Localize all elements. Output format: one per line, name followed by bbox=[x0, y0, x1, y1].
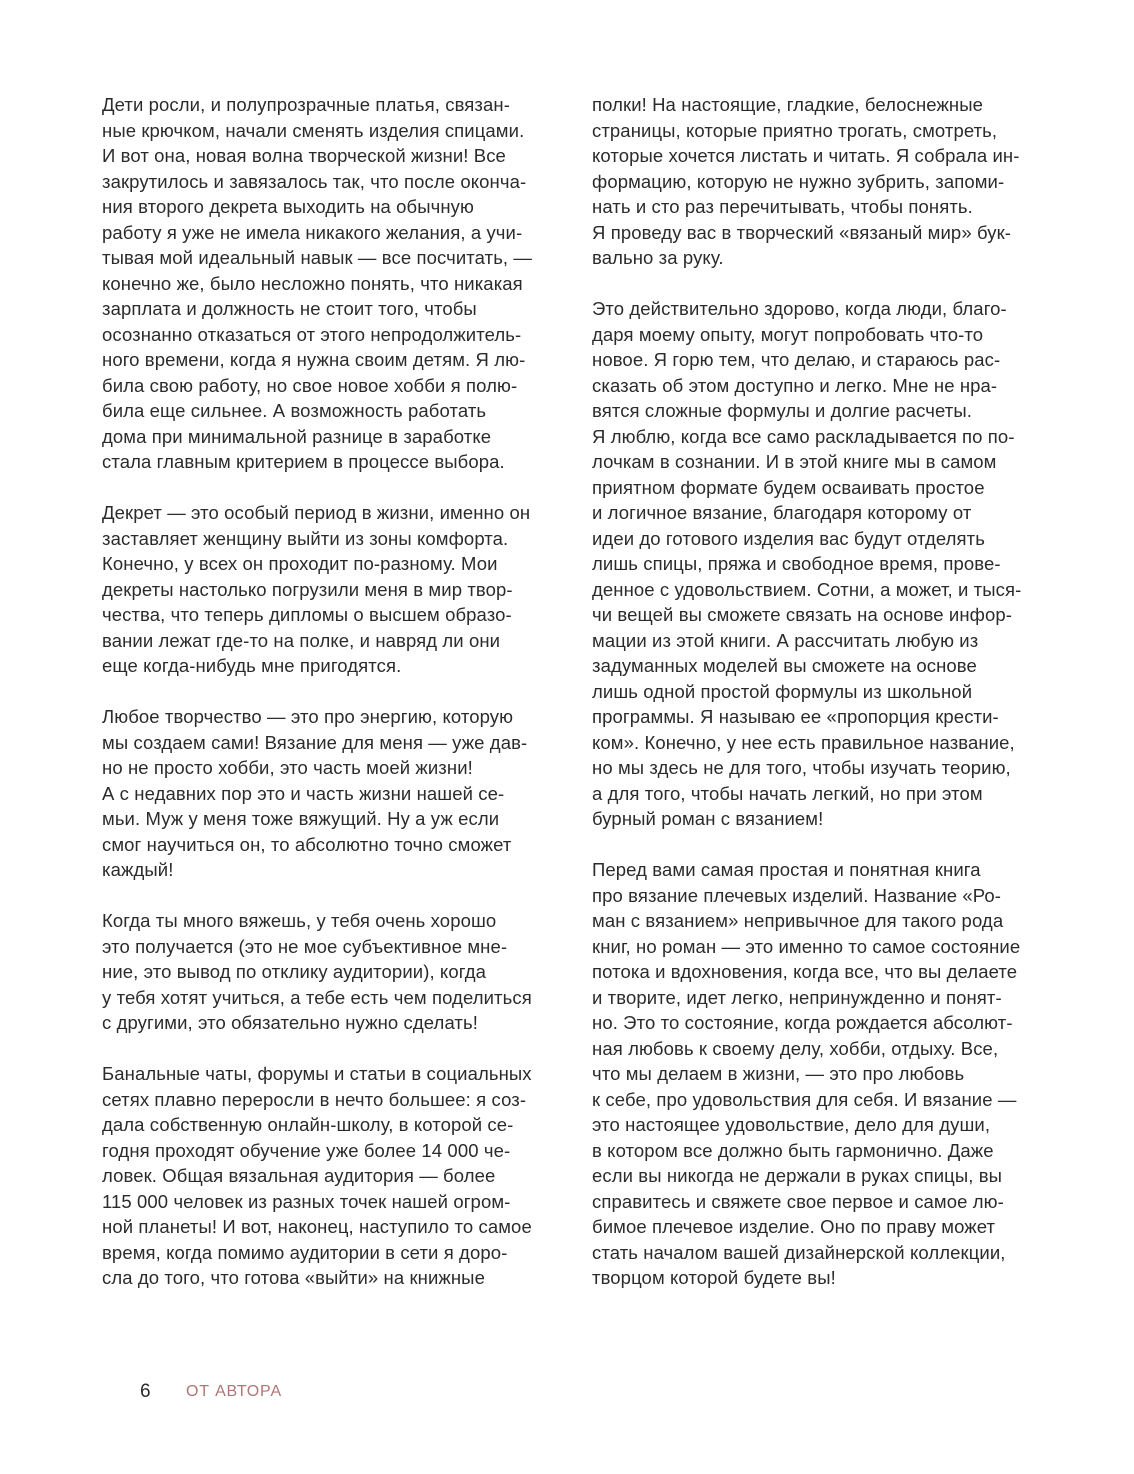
paragraph bbox=[102, 704, 572, 883]
text-line: вании лежат где-то на полке, и навряд ли они bbox=[102, 629, 501, 651]
text-line: бурный роман с вязанием! bbox=[592, 808, 824, 829]
text-line: вятся сложные формулы и долгие расчеты. bbox=[592, 400, 972, 421]
paragraph bbox=[102, 92, 572, 475]
paragraph bbox=[592, 92, 1062, 271]
page-number: 6 bbox=[140, 1381, 151, 1402]
text-line: даря моему опыту, могут попробовать что-то bbox=[592, 323, 984, 345]
text-line: Декрет — это особый период в жизни, именно он bbox=[102, 502, 531, 523]
text-line: книг, но роман — это именно то самое состояние bbox=[592, 935, 1021, 957]
text-line: Банальные чаты, форумы и статьи в социальных bbox=[102, 1063, 532, 1084]
text-line: денное с удовольствием. Сотни, а может, и тыся- bbox=[592, 578, 1022, 600]
text-line: осознанно отказаться от этого непродолжитель- bbox=[102, 323, 522, 345]
text-line: у тебя хотят учиться, а тебе есть чем поделиться bbox=[102, 986, 532, 1008]
text-line: ние, это вывод по отклику аудитории), когда bbox=[102, 961, 487, 982]
page-footer bbox=[140, 1378, 282, 1406]
text-line: потока и вдохновения, когда все, что вы делаете bbox=[592, 961, 1018, 982]
text-line: ком». Конечно, у нее есть правильное название, bbox=[592, 731, 1015, 753]
text-line: а для того, чтобы начать легкий, но при этом bbox=[592, 782, 983, 804]
text-line: лочкам в сознании. И в этой книге мы в самом bbox=[592, 451, 997, 472]
text-line: и логичное вязание, благодаря которому от bbox=[592, 502, 972, 523]
text-line: страницы, которые приятно трогать, смотреть, bbox=[592, 119, 998, 141]
text-line: конечно же, было несложно понять, что никакая bbox=[102, 272, 523, 294]
text-line: полки! На настоящие, гладкие, белоснежные bbox=[592, 94, 984, 115]
text-line: годня проходят обучение уже более 14 000 че- bbox=[102, 1139, 511, 1161]
text-line: стать началом вашей дизайнерской коллекции, bbox=[592, 1241, 1006, 1263]
text-line: это получается (это не мое субъективное мне- bbox=[102, 935, 508, 957]
text-line: чи вещей вы сможете связать на основе инфор- bbox=[592, 604, 1013, 625]
text-line: Перед вами самая простая и понятная книга bbox=[592, 859, 981, 880]
text-line: лишь спицы, пряжа и свободное время, прове- bbox=[592, 553, 1001, 574]
text-line: Дети росли, и полупрозрачные платья, связан- bbox=[102, 94, 510, 115]
text-line: ной планеты! И вот, наконец, наступило то самое bbox=[102, 1216, 532, 1237]
text-line: Это действительно здорово, когда люди, благо- bbox=[592, 298, 1007, 319]
text-line: ного времени, когда я нужна своим детям. Я лю- bbox=[102, 349, 526, 370]
text-line: А с недавних пор это и часть жизни нашей се- bbox=[102, 782, 505, 804]
text-line: сла до того, что готова «выйти» на книжные bbox=[102, 1267, 485, 1288]
text-line: что мы делаем в жизни, — это про любовь bbox=[592, 1063, 965, 1084]
text-line: время, когда помимо аудитории в сети я доро- bbox=[102, 1241, 508, 1263]
text-line: била еще сильнее. А возможность работать bbox=[102, 400, 487, 421]
text-line: тывая мой идеальный навык — все посчитать, — bbox=[102, 247, 533, 268]
text-line: лишь одной простой формулы из школьной bbox=[592, 680, 973, 702]
text-line: чества, что теперь дипломы о высшем образо- bbox=[102, 604, 512, 625]
text-line: с другими, это обязательно нужно сделать! bbox=[102, 1012, 478, 1033]
text-line: которые хочется листать и читать. Я собрала ин- bbox=[592, 145, 1020, 166]
text-line: мации из этой книги. А рассчитать любую из bbox=[592, 629, 979, 651]
text-line: Когда ты много вяжешь, у тебя очень хорошо bbox=[102, 910, 497, 931]
text-line: Любое творчество — это про энергию, которую bbox=[102, 706, 514, 727]
left-text-column bbox=[102, 92, 572, 1291]
text-line: ные крючком, начали сменять изделия спицами. bbox=[102, 119, 525, 141]
paragraph bbox=[592, 296, 1062, 832]
text-line: мы создаем сами! Вязание для меня — уже дав- bbox=[102, 731, 528, 753]
text-line: заставляет женщину выйти из зоны комфорта. bbox=[102, 527, 509, 549]
text-line: 115 000 человек из разных точек нашей огром- bbox=[102, 1190, 511, 1212]
text-line: формацию, которую не нужно зубрить, запоми- bbox=[592, 170, 1005, 192]
text-line: ман с вязанием» непривычное для такого рода bbox=[592, 910, 1004, 931]
text-line: это настоящее удовольствие, дело для души, bbox=[592, 1114, 991, 1135]
text-line: если вы никогда не держали в руках спицы, вы bbox=[592, 1165, 1003, 1186]
text-line: сказать об этом доступно и легко. Мне не нра- bbox=[592, 374, 998, 396]
text-line: ная любовь к своему делу, хобби, отдыху. Все, bbox=[592, 1037, 999, 1059]
section-title: ОТ АВТОРА bbox=[186, 1383, 282, 1400]
text-line: идеи до готового изделия вас будут отделять bbox=[592, 527, 985, 549]
text-line: программы. Я называю ее «пропорция крести- bbox=[592, 706, 999, 727]
text-line: работу я уже не имела никакого желания, а учи- bbox=[102, 221, 523, 243]
text-line: ловек. Общая вязальная аудитория — более bbox=[102, 1165, 496, 1186]
text-line: ния второго декрета выходить на обычную bbox=[102, 196, 475, 217]
right-text-column bbox=[592, 92, 1062, 1291]
text-line: зарплата и должность не стоит того, чтобы bbox=[102, 298, 477, 319]
paragraph bbox=[592, 857, 1062, 1291]
paragraph bbox=[102, 500, 572, 679]
paragraph-gap bbox=[102, 1036, 572, 1062]
text-line: нать и сто раз перечитывать, чтобы понять. bbox=[592, 196, 973, 217]
paragraph-gap bbox=[592, 271, 1062, 297]
text-line: мьи. Муж у меня тоже вяжущий. Ну а уж если bbox=[102, 808, 500, 829]
text-line: бимое плечевое изделие. Оно по праву может bbox=[592, 1216, 996, 1237]
text-line: вально за руку. bbox=[592, 247, 724, 268]
text-line: новое. Я горю тем, что делаю, и стараюсь рас- bbox=[592, 349, 1001, 370]
text-line: к себе, про удовольствия для себя. И вязание — bbox=[592, 1088, 1017, 1110]
text-line: Я люблю, когда все само раскладывается по по- bbox=[592, 425, 1015, 447]
text-line: смог научиться он, то абсолютно точно сможет bbox=[102, 833, 512, 855]
text-line: но не просто хобби, это часть моей жизни! bbox=[102, 757, 473, 778]
text-line: каждый! bbox=[102, 859, 174, 880]
text-line: задуманных моделей вы сможете на основе bbox=[592, 655, 977, 676]
paragraph-gap bbox=[102, 475, 572, 501]
paragraph-gap bbox=[102, 883, 572, 909]
text-line: била свою работу, но свое новое хобби я полю- bbox=[102, 374, 518, 396]
text-line: декреты настолько погрузили меня в мир твор- bbox=[102, 578, 513, 600]
text-line: дала собственную онлайн-школу, в которой се- bbox=[102, 1114, 514, 1135]
paragraph-gap bbox=[102, 679, 572, 705]
text-line: и творите, идет легко, непринужденно и понят- bbox=[592, 986, 1002, 1008]
text-line: но. Это то состояние, когда рождается абсолют- bbox=[592, 1012, 1013, 1033]
text-line: справитесь и свяжете свое первое и самое лю- bbox=[592, 1190, 1004, 1212]
text-line: но мы здесь не для того, чтобы изучать теорию, bbox=[592, 757, 1011, 778]
text-line: стала главным критерием в процессе выбора. bbox=[102, 451, 505, 472]
text-line: в котором все должно быть гармонично. Даже bbox=[592, 1139, 994, 1161]
text-line: Я проведу вас в творческий «вязаный мир» бук- bbox=[592, 221, 1012, 243]
text-line: дома при минимальной разнице в заработке bbox=[102, 425, 492, 447]
text-line: творцом которой будете вы! bbox=[592, 1267, 836, 1288]
text-line: сетях плавно переросли в нечто большее: я соз- bbox=[102, 1088, 527, 1110]
text-line: И вот она, новая волна творческой жизни! Все bbox=[102, 145, 506, 166]
text-line: Конечно, у всех он проходит по-разному. Мои bbox=[102, 553, 498, 574]
text-line: приятном формате будем осваивать простое bbox=[592, 476, 985, 498]
paragraph bbox=[102, 908, 572, 1036]
text-line: еще когда-нибудь мне пригодятся. bbox=[102, 655, 402, 676]
paragraph bbox=[102, 1061, 572, 1291]
text-line: закрутилось и завязалось так, что после оконча- bbox=[102, 170, 527, 192]
text-line: про вязание плечевых изделий. Название «Ро- bbox=[592, 884, 1002, 906]
paragraph-gap bbox=[592, 832, 1062, 858]
